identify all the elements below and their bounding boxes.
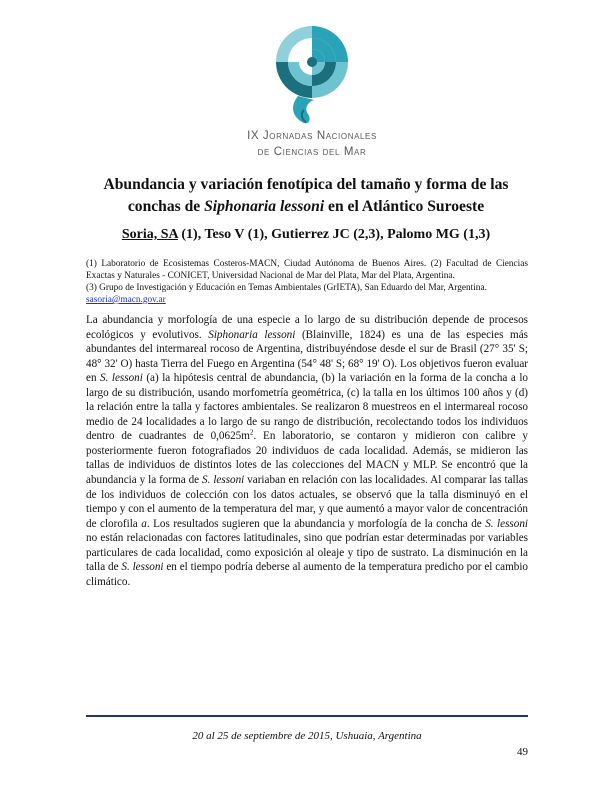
author-list xyxy=(60,226,552,244)
contact-email-link[interactable]: sasoria@macn.gov.ar xyxy=(86,295,166,305)
species-name: S. lessoni xyxy=(121,561,164,574)
abstract-text: en el tiempo podría deberse al aumento de la temperatura predicho por el cambio climático. xyxy=(86,561,529,588)
abstract-text: variaban en relación con las localidades. Al comparar las tallas de los individuos de colección con los datos actuales, se observó que la talla disminuyó en el tiempo y con el aumento de la temperatura del mar, y que aumentó a mayor valor de concentración de clorofila xyxy=(86,474,528,530)
nautilus-shell-icon xyxy=(268,22,356,128)
abstract-text: . Los resultados sugieren que la abundancia y morfología de la concha de xyxy=(146,517,486,530)
abstract-text: no están relacionadas con factores latitudinales, sino que podrían estar determinadas por variables particulares de cada localidad, como exposición al oleaje y tipo de sustrato. La disminución en la talla de xyxy=(86,532,528,574)
footer-event-dates: 20 al 25 de septiembre de 2015, Ushuaia, Argentina xyxy=(192,730,422,742)
species-name: Siphonaria lessoni xyxy=(208,328,296,341)
logo-text-line-2: de Ciencias del Mar xyxy=(257,146,367,158)
species-name: S. lessoni xyxy=(202,474,245,487)
title-line-2-pre: conchas de xyxy=(127,198,205,215)
logo-text-line-1: IX Jornadas Nacionales xyxy=(247,130,377,142)
footer-divider xyxy=(86,715,528,717)
superscript: 2 xyxy=(249,428,254,437)
affiliation-3: (3) Grupo de Investigación y Educación en Temas Ambientales (GrIETA), San Eduardo del Mar, Argentina. xyxy=(86,283,487,293)
abstract-text: (a) la hipótesis central de abundancia, (b) la variación en la forma de la concha a lo largo de su distribución, usando morfometría geométrica, (c) la talla en los últimos 100 años y (d) la relación entre la talla y factores ambientales. Se realizaron 8 muestreos en el intermareal rocoso medio de 24 localidades a lo largo de su rango de distribución, recolectando todos los individuos dentro de cuadrantes de 0,0625m xyxy=(86,372,528,443)
page-number: 49 xyxy=(517,746,528,758)
title-line-1: Abundancia y variación fenotípica del tamaño y forma de las xyxy=(103,176,509,193)
paper-title xyxy=(60,174,552,218)
affiliations xyxy=(86,258,528,306)
abstract-text: (Blainville, 1824) es una de las especies más abundantes del intermareal rocoso de Argentina, distribuyéndose desde el sur de Brasil (27° 35' S; 48° 32' O) hasta Tierra del Fuego en Argentina (54° 48' S; 68° 19' O). Los objetivos fueron evaluar en xyxy=(86,328,528,385)
abstract-body xyxy=(86,313,528,589)
abstract-text: . En laboratorio, se contaron y midieron con calibre y posteriormente fueron fotografiados 20 individuos de cada localidad. Además, se midieron las tallas de individuos de distintos lotes de las colecciones del MACN y MLP. Se encontró que la abundancia y la forma de xyxy=(86,430,528,487)
species-name: S. lessoni xyxy=(485,517,528,530)
chlorophyll-a: a xyxy=(141,517,147,530)
title-line-2-post: en el Atlántico Suroeste xyxy=(324,198,485,215)
abstract-text: La abundancia y morfología de una especie a lo largo de su distribución depende de procesos ecológicos y evolutivos. xyxy=(86,314,528,341)
affiliation-1-2: (1) Laboratorio de Ecosistemas Costeros-MACN, Ciudad Autónoma de Buenos Aires. (2) Facultad de Ciencias Exactas y Naturales - CONICET, Universidad Nacional de Mar del Plata, Mar del Plata, Argentina. xyxy=(86,259,528,281)
title-species: Siphonaria lessoni xyxy=(204,198,325,215)
presenting-author: Soria, SA xyxy=(121,227,178,242)
co-authors: (1), Teso V (1), Gutierrez JC (2,3), Palomo MG (1,3) xyxy=(177,227,491,242)
species-name: S. lessoni xyxy=(100,372,143,385)
conference-logo xyxy=(232,22,392,168)
